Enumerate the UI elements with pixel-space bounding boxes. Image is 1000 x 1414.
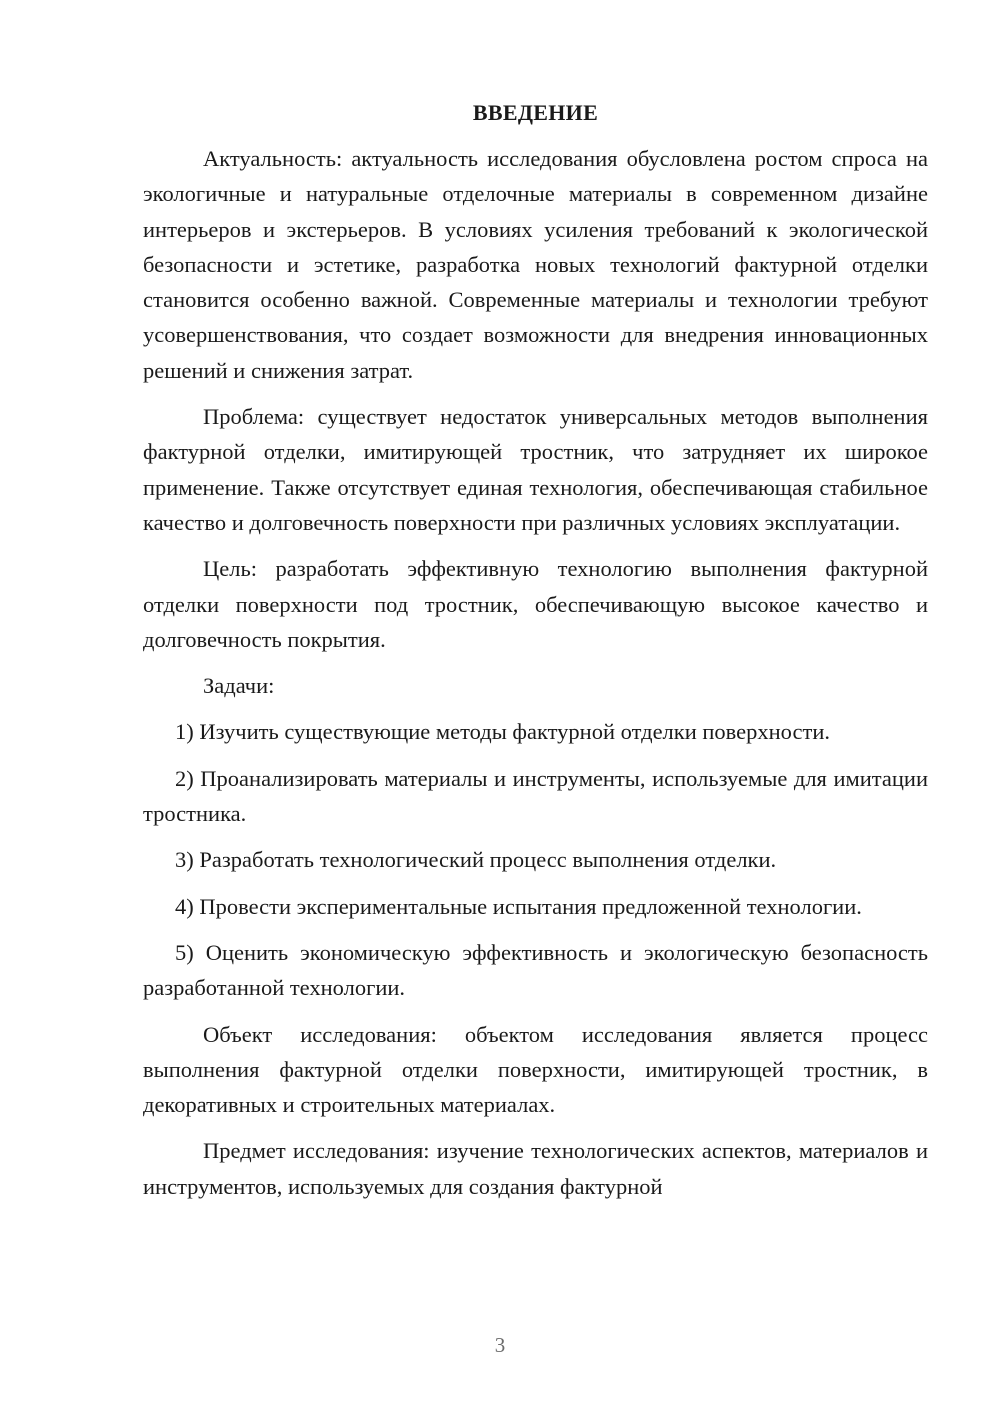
paragraph-problem: Проблема: существует недостаток универсальных методов выполнения фактурной отделки, имитирующей тростник, что затрудняет их широкое применение. Также отсутствует единая технология, обеспечивающая стабильное качество и долговечность поверхности при различных условиях эксплуатации. — [143, 404, 928, 535]
page-heading: ВВЕДЕНИЕ — [472, 100, 599, 125]
paragraph-goal: Цель: разработать эффективную технологию выполнения фактурной отделки поверхности под тростник, обеспечивающую высокое качество и долговечность покрытия. — [143, 556, 928, 652]
task-item-3: 3) Разработать технологический процесс выполнения отделки. — [175, 847, 777, 873]
paragraph-relevance: Актуальность: актуальность исследования обусловлена ростом спроса на экологичные и натуральные отделочные материалы в современном дизайне интерьеров и экстерьеров. В условиях усиления требований к экологической безопасности и эстетике, разработка новых технологий фактурной отделки становится особенно важной. Современные материалы и технологии требуют усовершенствования, что создает возможности для внедрения инновационных решений и снижения затрат. — [143, 146, 928, 383]
task-item-1: 1) Изучить существующие методы фактурной отделки поверхности. — [175, 719, 830, 745]
task-item-4: 4) Провести экспериментальные испытания предложенной технологии. — [175, 893, 862, 919]
paragraph-subject: Предмет исследования: изучение технологических аспектов, материалов и инструментов, используемых для создания фактурной — [143, 1138, 928, 1199]
task-item-2: 2) Проанализировать материалы и инструменты, используемые для имитации тростника. — [143, 765, 928, 827]
document-page — [143, 95, 928, 1215]
paragraph-object: Объект исследования: объектом исследования является процесс выполнения фактурной отделки поверхности, имитирующей тростник, в декоративных и строительных материалах. — [143, 1021, 928, 1118]
page-number: 3 — [494, 1333, 506, 1357]
paragraph-tasks-label: Задачи: — [203, 673, 275, 699]
task-item-5: 5) Оценить экономическую эффективность и экологическую безопасность разработанной технологии. — [143, 939, 928, 1001]
